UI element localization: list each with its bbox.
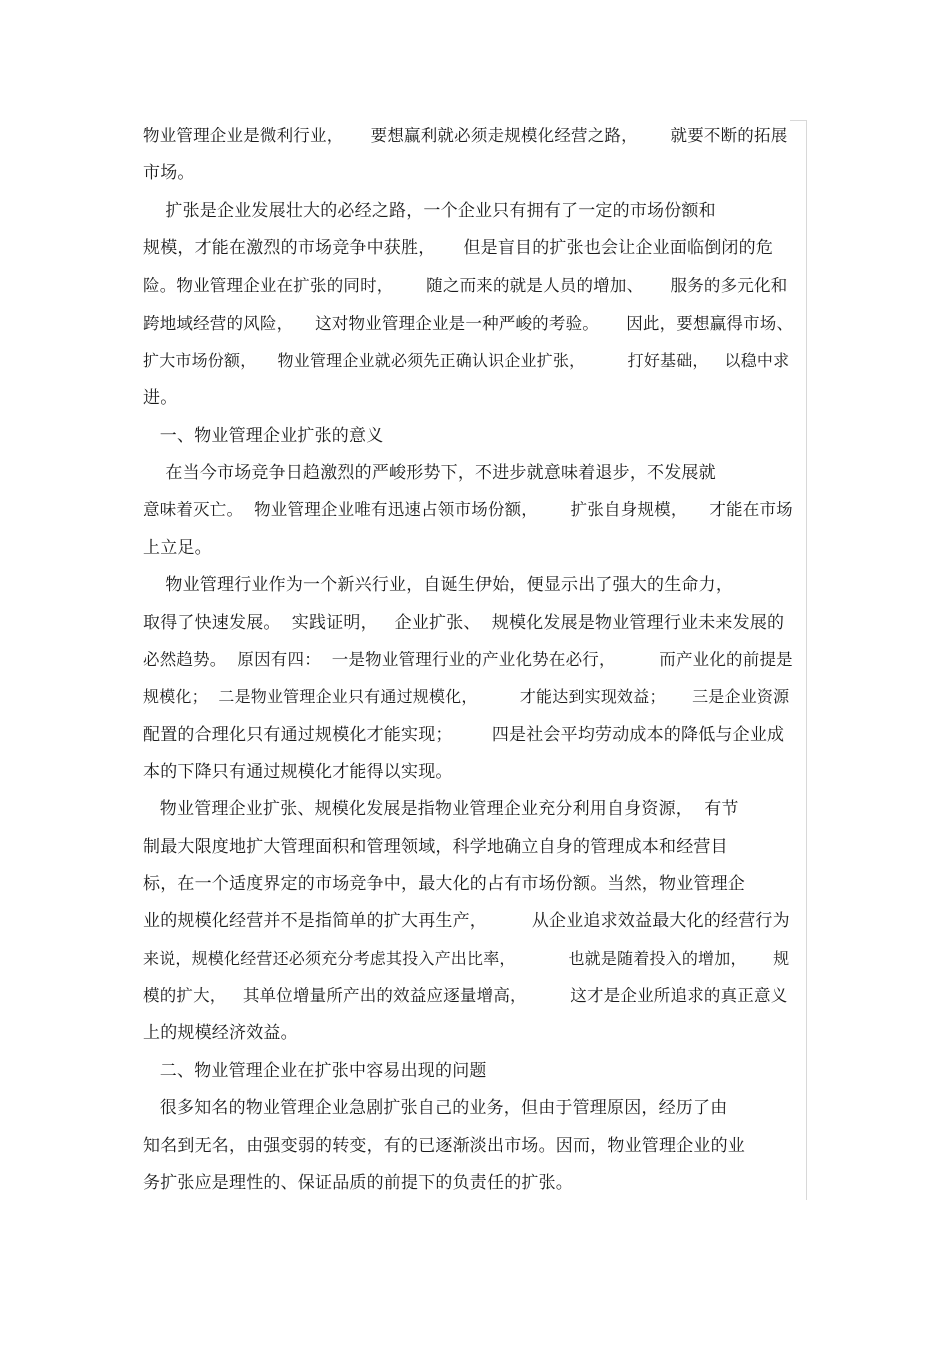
section-heading: 一、物业管理企业扩张的意义	[143, 426, 384, 446]
text-line: 本的下降只有通过规模化才能得以实现。	[143, 762, 453, 782]
text-line: 规模，才能在激烈的市场竞争中获胜， 但是盲目的扩张也会让企业面临倒闭的危	[143, 238, 774, 258]
section-heading: 二、物业管理企业在扩张中容易出现的问题	[143, 1061, 487, 1081]
text-line: 险。物业管理企业在扩张的同时， 随之而来的就是人员的增加、 服务的多元化和	[143, 276, 788, 295]
text-line: 来说，规模化经营还必须充分考虑其投入产出比率， 也就是随着投入的增加， 规	[143, 949, 790, 968]
text-line: 进。	[143, 388, 178, 408]
text-line: 在当今市场竞争日趋激烈的严峻形势下，不进步就意味着退步，不发展就	[143, 463, 716, 483]
text-line: 取得了快速发展。 实践证明， 企业扩张、 规模化发展是物业管理行业未来发展的	[143, 613, 785, 633]
text-line: 必然趋势。 原因有四： 一是物业管理行业的产业化势在必行， 而产业化的前提是	[143, 650, 793, 669]
text-line: 物业管理企业扩张、规模化发展是指物业管理企业充分利用自身资源， 有节	[143, 799, 739, 819]
text-line: 标，在一个适度界定的市场竞争中，最大化的占有市场份额。当然，物业管理企	[143, 874, 745, 894]
text-line: 物业管理企业是微利行业， 要想赢利就必须走规模化经营之路， 就要不断的拓展	[143, 126, 788, 145]
text-line: 很多知名的物业管理企业急剧扩张自己的业务，但由于管理原因，经历了由	[143, 1098, 728, 1118]
page-frame-top-rule	[790, 120, 807, 121]
text-line: 模的扩大， 其单位增量所产出的效益应逐量增高， 这才是企业所追求的真正意义	[143, 986, 788, 1005]
text-line: 规模化； 二是物业管理企业只有通过规模化， 才能达到实现效益； 三是企业资源	[143, 687, 790, 706]
text-line: 上立足。	[143, 538, 212, 558]
text-line: 扩大市场份额， 物业管理企业就必须先正确认识企业扩张， 打好基础， 以稳中求	[143, 351, 790, 370]
text-line: 上的规模经济效益。	[143, 1023, 298, 1043]
text-line: 市场。	[143, 163, 195, 183]
text-line: 制最大限度地扩大管理面积和管理领域，科学地确立自身的管理成本和经营目	[143, 837, 728, 857]
text-line: 知名到无名，由强变弱的转变，有的已逐渐淡出市场。因而，物业管理企业的业	[143, 1136, 745, 1156]
text-line: 配置的合理化只有通过规模化才能实现； 四是社会平均劳动成本的降低与企业成	[143, 725, 785, 745]
text-line: 业的规模化经营并不是指简单的扩大再生产， 从企业追求效益最大化的经营行为	[143, 911, 790, 931]
text-line: 意味着灭亡。 物业管理企业唯有迅速占领市场份额， 扩张自身规模， 才能在市场	[143, 500, 793, 519]
text-line: 扩张是企业发展壮大的必经之路，一个企业只有拥有了一定的市场份额和	[143, 201, 716, 221]
text-line: 务扩张应是理性的、保证品质的前提下的负责任的扩张。	[143, 1173, 573, 1193]
text-line: 物业管理行业作为一个新兴行业，自诞生伊始，便显示出了强大的生命力，	[143, 575, 734, 595]
text-line: 跨地域经营的风险， 这对物业管理企业是一种严峻的考验。 因此，要想赢得市场、	[143, 314, 794, 333]
page-frame-right-rule	[806, 120, 807, 1200]
